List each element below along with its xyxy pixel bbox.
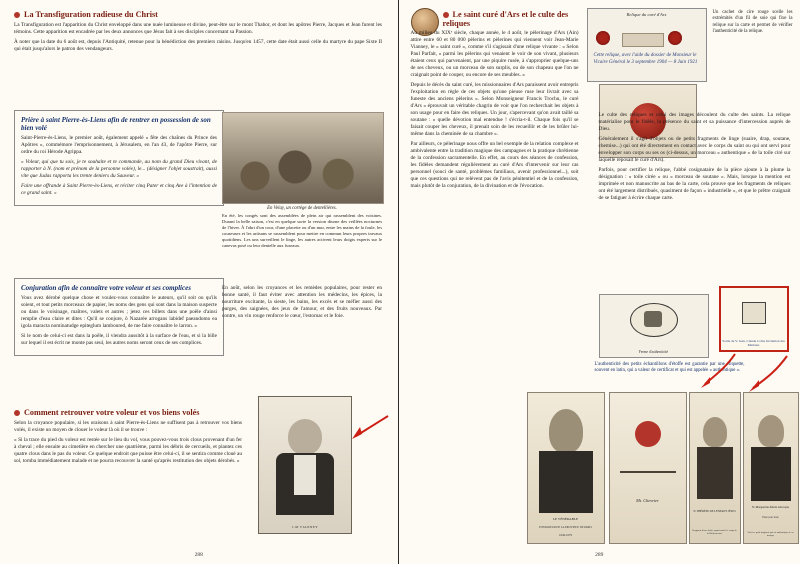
card-line1: LE VÉNÉRABLE	[552, 517, 579, 521]
red-framed-relic	[719, 286, 789, 352]
card-line1: Mt. Chevrier	[636, 498, 659, 503]
section-title: Le saint curé d'Ars et le culte des reliques	[442, 10, 569, 28]
cure-ars-col2	[599, 112, 791, 205]
section-transfiguration	[14, 10, 382, 56]
paragraph: Vous avez dérobé quelque chose et voulez-vous connaître le auteurs, qu'il soit ou qu'ils soient, et tout petits morceaux de papier, les noms des gens qui sont dans la maison suspecte ou dans le voisinage, maîtres, valets et autres ; jetez ces billets dans une poêle d'ainsi remplie d'eau claire et dites : Qu'il se conjure, ô Nazarée arrogans labidef paeandomo ea igola maracta nominatudge epiteglum lamboured, de me faire connaître le larron. »	[21, 295, 217, 329]
devotion-card	[527, 392, 603, 542]
figure-caption-title: En Velay, un cortège de dentellières.	[267, 206, 337, 211]
paragraph: « Voleur, qui que tu sois, je te souhaite et te commande, au nom du grand Dieu vivant, de rapporter à N. (nom et prénom de la personne volée), le... (désigner l'objet soustrait), aussi vite que Judas rapporta les trente deniers du Sauveur. »	[21, 158, 217, 179]
relic-note: Sortie de V. Jean, Claude Colin, Invitation des Maristes	[722, 339, 785, 347]
paragraph: Par ailleurs, ce pèlerinage nous offre un bel exemple de la relation complexe et ambivalente entre la tradition magique des campagnes et la pratique chrétienne de la confession sacramentelle. En effet, au cours des séances de confession, les fidèles demandent régulièrement au curé d'Ars d'intervenir sur leur cas personnel (souci de santé, problèmes familiaux, avenir professionnel...), soit que ces questions qui ne relèvent pas de l'avis pénitentiel et de la confession, mais plutôt de la conjuration, de la divination et de l'évocation.	[410, 140, 579, 189]
paragraph: Faire une offrande à Saint Pierre-ès-Liens, et réciter cinq Pater et cinq Ave à l'intention de ce grand saint. »	[21, 182, 217, 196]
relic-fragment	[622, 33, 664, 47]
card-line1: Sᵗᵉ THÉRÈSE DE L'ENFANT JÉSUS	[693, 510, 736, 513]
devotion-card	[689, 392, 739, 542]
august-beliefs-text	[222, 285, 382, 323]
figure-dentellieres	[222, 112, 382, 249]
box-title: Conjuration afin de connaître votre voleur et ses complices	[21, 284, 191, 292]
right-page	[399, 0, 800, 564]
figure-caption-text: En été, les congés sont des assemblées de plein air qui rassemblent des voisines. Durant la belle saison, c'est en quelque sorte la version diurne des veillées nocturnes de l'hiver. À l'abri d'un cour, d'une placette ou d'un mur, entre les mains de la foule, les couseuses et les artisans se rassemblent pour mettre en commun leurs propres travaux quotidiens. Les uns surveillent le linge, les autres activent leurs doigts experts sur le canevas posé ou leur dentelle aux fuseaux.	[222, 213, 382, 248]
section-title: La Transfiguration radieuse du Christ	[14, 10, 382, 19]
relic-card-title: Relique du curé d'Ars	[626, 12, 667, 17]
paragraph: Généralement il s'agit d'objets ou de petits fragments de linge (suaire, drap, soutane, chemise...) qui ont été directement en contact avec le corps du saint ou qui ont servi pour envelopper son corps ou ses os (ci-dessus, un morceau « authentique » de la toile ciré sur laquelle reposait le curé d'Ars).	[598, 135, 791, 163]
bullet-icon	[443, 12, 449, 18]
paragraph: Saint-Pierre-ès-Liens, le premier août, également appelé « fête des chaînes du Prince des Apôtres », commémore l'emprisonnement, à Jérusalem, en l'an 43, de l'apôtre Pierre, sur ordre du roi Hérode Agrippa.	[21, 135, 217, 155]
wax-seal-icon	[668, 31, 682, 45]
seal-card-title: Ferme d'authenticité	[638, 350, 669, 354]
bullet-icon	[14, 410, 20, 416]
paragraph: « Si la trace du pied du voleur est restée sur le lieu du vol, vous pouvez-vous trois clous provenant d'un fer à cheval ; elle ensuite au cimetière en chercher une quatrième, parmi les débris de cercueils, et plantez ces quatre clous dans le pas du voleur. Ce quelque endroit que puisse être celui-ci, il se sentira comme cloué au sol, tomba immédiatement malade et ne pourra recouvrer la santé qu'après restitution des objets dérobés. »	[14, 436, 242, 464]
page-number: 288	[194, 552, 203, 558]
card-line3: Voici ce petit fragment qui est authentique de sa tunique	[747, 531, 794, 537]
section-title: Comment retrouver votre voleur et vos biens volés	[14, 408, 242, 417]
wax-seal-icon	[596, 31, 610, 45]
box-priere-saint-pierre	[14, 110, 224, 206]
red-arrow-icon	[699, 352, 739, 392]
photo: J-M VIANNEY	[258, 396, 352, 534]
bullet-icon	[14, 12, 20, 18]
card-line2: Fragment d'une étoffe ayant touché le corps de la Bienheureuse	[692, 529, 737, 535]
figure-cure-ars-engraving	[258, 396, 350, 534]
paragraph: La Transfiguration est l'apparition du Christ enveloppé dans une nuée lumineuse et divine, peut-être sur le mont Thabor, et dont les apôtres Pierre, Jacques et Jean furent les témoins. Cette apparition est encadrée par les deux annonces que Jésus fait à ses disciples concernant sa Passion.	[14, 22, 382, 35]
relic-handwriting: Cette relique, avec l'aide du dossier de Monsieur le Vicaire Général le 3 septembre 1904 — 8 Juin 1921	[593, 53, 698, 65]
paragraph: En août, selon les croyances et les remèdes populaires, pour rester en bonne santé, il faut éviter avec attention les médecins, les épices, la nourriture excitante, la sieste, les bains, les excès et se méfier aussi des purges, des saignées, des jeux de l'amour, et des fruits nouveaux. Par contre, un vin rouge renforce le cœur, l'estomac et le foie.	[222, 285, 382, 319]
left-page	[0, 0, 399, 564]
devotion-card	[609, 392, 685, 542]
box-conjuration	[14, 278, 224, 356]
relic-card	[587, 8, 707, 82]
red-arrow-icon	[747, 352, 791, 396]
cure-ars-col1	[411, 30, 579, 193]
section-retrouver-voleur	[14, 408, 242, 468]
paragraph: Selon la croyance populaire, si les oraisons à saint Pierre-ès-Liens ne suffisent pas à retrouver vos biens volés, il existe un moyen de clouer le voleur là où il se trouve :	[14, 420, 242, 433]
paragraph: Parfois, pour certifier la relique, l'abbé cosignataire de la pièce ajoute à la plume la désignation : « toile cirée » ou « morceau de soutane ». Mais, lorsque la mention est imprimée et non manuscrite au bas de la carte, cela prouve que les fragments de reliques ont été largement distribués, quasiment de façon « industrielle », et que le prêtre craignait de se fatiguer à écrire chaque carte.	[598, 166, 791, 201]
card-line2: Priez pour nous	[762, 516, 779, 519]
card-line2: FONDATEUR DE LA PROVINCE DE PARIS	[539, 526, 592, 529]
card-line1: Sᵗᵉ Marguerite-Marie Alacoque	[751, 505, 790, 509]
note-authenticity: L'authenticité des petits échantillons d'étoffe est garantie par une étiquette, souvent en latin, qui a valeur de certificat et qui est appelée « authentique ».	[594, 362, 745, 374]
paragraph: Au milieu du XIXᵉ siècle, chaque année, le 4 août, le pèlerinage d'Ars (Ain) attire entre 60 et 80 000 pèlerins et pèlerines qui viennent voir Jean-Marie Vianney, le « saint curé », comme s'il s'agissait d'une relique vivante : « Selon Paul Parfait, « parmi les pèlerins qui venaient le voir de son vivant, plusieurs étaient ceux qui parvenaient, par une piquire rusée, à s'approprier quelque-uns de ses cheveux, ou un morceau de son surplis, ou de son chapeau que l'on ne craignait point de couper, ou encore de ses meubles. »	[410, 30, 579, 78]
card-line3: 1649-1679	[559, 533, 572, 537]
section-cure-ars	[443, 10, 579, 31]
paragraph: Le culte des reliques et celui des images découlent du culte des saints. La relique matérialise pour le fidèle, la présence du saint et sa puissance d'intercession auprès de Dieu.	[598, 112, 791, 132]
paragraph: Si le nom de celui-ci est dans la poêle, il viendra aussitôt à la surface de l'eau, et si la bille sur lequel il est écrit ne monte pas seul, les autres noms seront ceux de ses complices.	[21, 332, 217, 346]
photo	[222, 112, 384, 204]
red-arrow-icon	[350, 412, 390, 442]
page-number: 289	[595, 552, 604, 558]
paragraph: Depuis le décès du saint curé, les missionnaires d'Ars paraissent avoir entrepris l'exploitation en règle de ces objets qu'une pieuse ruse leur livrait avec sa funeste des anciens pèlerins ». Selon Monseigneur Francis Trochu, le curé d'Ars « éprouvait un véritable chagrin de voir que l'on recherchait les objets à son usage pour en faire des reliques. Un jour, s'apercevant qu'on avait taillé sa soutane : « quelle dévotion mal entendue ! s'écria-t-il. Chaque fois qu'il se faisait couper les cheveux, il prenait soin de les recueillir et de les brûler lui-même dans la cheminée de sa chambre ».	[410, 81, 579, 137]
authentic-seal-card	[599, 294, 709, 358]
devotion-card	[743, 392, 797, 542]
box-title: Prière à saint Pierre-ès-Liens afin de rentrer en possession de son bien volé	[21, 116, 211, 132]
note-wax-seal: Un cachet de cire rouge scelle les extrémités d'un fil de soie qui fixe la relique sur la carte et permet de vérifier l'authenticité de la relique.	[712, 10, 793, 34]
paragraph: À noter que la date du 6 août est, depuis l'Antiquité, retenue pour la bénédiction des premiers raisins. Jusqu'en 1457, cette date était aussi celle du martyre du pape Sixte II qui était jusqu'alors le patron des vendangeurs.	[14, 38, 382, 52]
